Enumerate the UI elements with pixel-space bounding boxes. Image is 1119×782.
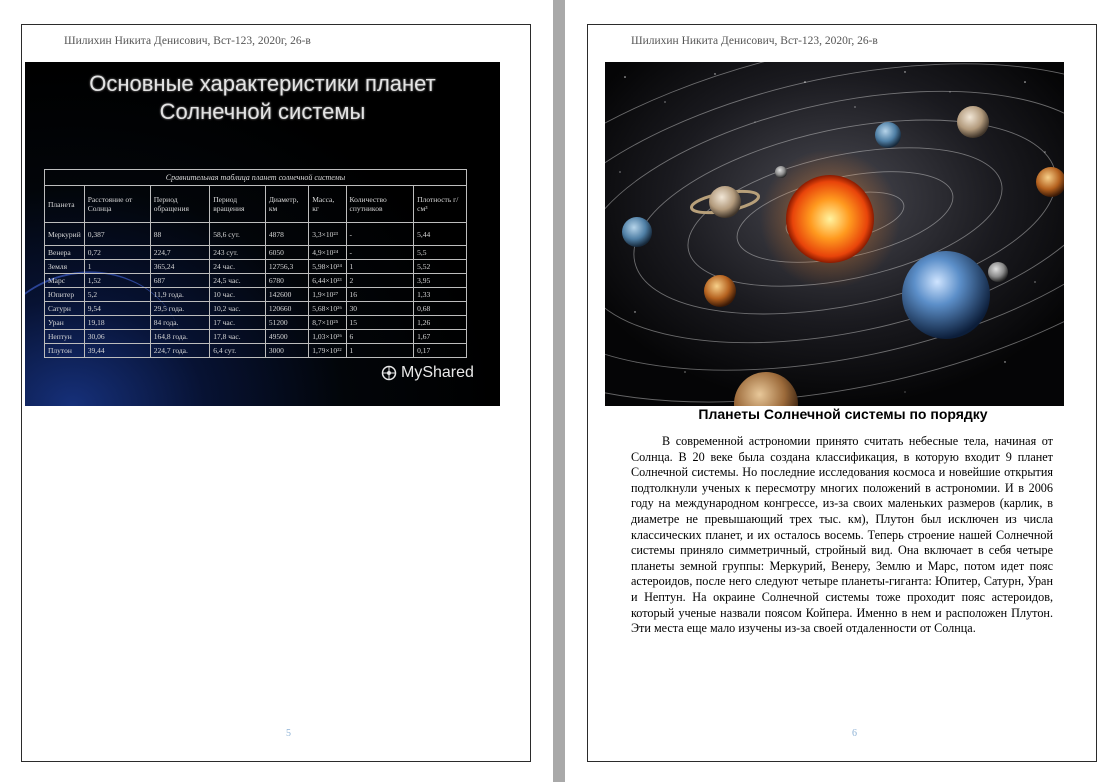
table-row bbox=[45, 302, 467, 316]
table-cell: 39,44 bbox=[84, 344, 150, 358]
table-cell: 11,9 года. bbox=[150, 288, 210, 302]
table-cell: 1,79×10²² bbox=[309, 344, 346, 358]
table-cell: 1,52 bbox=[84, 274, 150, 288]
table-column-header: Планета bbox=[45, 186, 85, 223]
table-row bbox=[45, 316, 467, 330]
page-header: Шилихин Никита Денисович, Вст-123, 2020г, 26-в bbox=[64, 35, 311, 47]
table-cell: 1,67 bbox=[414, 330, 467, 344]
section-title: Планеты Солнечной системы по порядку bbox=[698, 406, 988, 422]
table-row bbox=[45, 344, 467, 358]
table-cell: 29,5 года. bbox=[150, 302, 210, 316]
table-cell: 1,33 bbox=[414, 288, 467, 302]
table-column-header: Диаметр, км bbox=[265, 186, 308, 223]
page-header: Шилихин Никита Денисович, Вст-123, 2020г, 26-в bbox=[631, 35, 878, 47]
table-cell: 1 bbox=[346, 344, 414, 358]
table-cell: 19,18 bbox=[84, 316, 150, 330]
body-paragraph: В современной астрономии принято считать небесные тела, начиная от Солнца. В 20 веке была создана классификация, в которую входит 9 планет Солнечной системы. Но последние исследования космоса и новейшие открытия подтолкнули ученых к пересмотру многих положений в астрономии. И в 2006 году на международном конгрессе, из-за своих маленьких размеров (карлик, в диаметре не превышающий трех тыс. км), Плутон был исключен из числа классических планет, и их осталось восемь. Теперь строение нашей Солнечной системы приняло симметричный, стройный вид. Она включает в себя четыре планеты земной группы: Меркурий, Венеру, Землю и Марс, потом идет пояс астероидов, после него следуют четыре планеты-гиганта: Юпитер, Сатурн, Уран и Нептун. На окраине Солнечной системы тоже проходит пояс астероидов, который ученые назвали поясом Койпера. Именно в нем и расположен Плутон. Эти места еще мало изучены из-за своей отдаленности от Солнца. bbox=[631, 434, 1053, 636]
table-cell: 1 bbox=[84, 260, 150, 274]
table-cell: 6,44×10²³ bbox=[309, 274, 346, 288]
table-cell: 24 час. bbox=[210, 260, 266, 274]
table-cell: 3,3×10²³ bbox=[309, 223, 346, 246]
table-cell: Марс bbox=[45, 274, 85, 288]
table-cell: 10,2 час. bbox=[210, 302, 266, 316]
table-cell: Сатурн bbox=[45, 302, 85, 316]
table-cell: Земля bbox=[45, 260, 85, 274]
table-cell: 17,8 час. bbox=[210, 330, 266, 344]
table-cell: 164,8 года. bbox=[150, 330, 210, 344]
watermark bbox=[381, 364, 474, 382]
table-cell: 0,72 bbox=[84, 246, 150, 260]
table-row bbox=[45, 288, 467, 302]
table-cell: 3,95 bbox=[414, 274, 467, 288]
table-cell: 88 bbox=[150, 223, 210, 246]
table-cell: 224,7 bbox=[150, 246, 210, 260]
table-cell: 12756,3 bbox=[265, 260, 308, 274]
page-number: 6 bbox=[852, 728, 857, 739]
table-cell: Уран bbox=[45, 316, 85, 330]
table-cell: 17 час. bbox=[210, 316, 266, 330]
table-cell: Нептун bbox=[45, 330, 85, 344]
page-divider bbox=[553, 0, 565, 782]
table-cell: 84 года. bbox=[150, 316, 210, 330]
table-column-header: Расстояние от Солнца bbox=[84, 186, 150, 223]
table-cell: 24,5 час. bbox=[210, 274, 266, 288]
table-cell: 10 час. bbox=[210, 288, 266, 302]
table-cell: 1 bbox=[346, 260, 414, 274]
table-column-header: Период вращения bbox=[210, 186, 266, 223]
table-body bbox=[45, 223, 467, 358]
table-cell: 30 bbox=[346, 302, 414, 316]
table-cell: 8,7×10²⁵ bbox=[309, 316, 346, 330]
table-header-row bbox=[45, 186, 467, 223]
table-cell: 49500 bbox=[265, 330, 308, 344]
document-page-6 bbox=[587, 24, 1097, 762]
table-cell: 2 bbox=[346, 274, 414, 288]
solar-system-illustration bbox=[605, 62, 1064, 406]
planet-comparison-table bbox=[44, 169, 467, 358]
table-cell: 0,387 bbox=[84, 223, 150, 246]
table-cell: 6050 bbox=[265, 246, 308, 260]
table-cell: 6780 bbox=[265, 274, 308, 288]
table-cell: 15 bbox=[346, 316, 414, 330]
table-row bbox=[45, 330, 467, 344]
table-cell: 16 bbox=[346, 288, 414, 302]
table-cell: 30,06 bbox=[84, 330, 150, 344]
table-cell: 142600 bbox=[265, 288, 308, 302]
table-cell: 1,03×10²⁶ bbox=[309, 330, 346, 344]
table-column-header: Количество спутников bbox=[346, 186, 414, 223]
table-cell: 5,98×10²⁴ bbox=[309, 260, 346, 274]
table-cell: 51200 bbox=[265, 316, 308, 330]
table-cell: 4878 bbox=[265, 223, 308, 246]
table-caption: Сравнительная таблица планет солнечной системы bbox=[44, 169, 467, 185]
table-cell: 3000 bbox=[265, 344, 308, 358]
table-row bbox=[45, 246, 467, 260]
table-cell: Венера bbox=[45, 246, 85, 260]
table-cell: 0,68 bbox=[414, 302, 467, 316]
slide-image bbox=[25, 62, 500, 406]
table-column-header: Период обращения bbox=[150, 186, 210, 223]
table-cell: Плутон bbox=[45, 344, 85, 358]
table-row bbox=[45, 223, 467, 246]
table-cell: - bbox=[346, 223, 414, 246]
table-row bbox=[45, 274, 467, 288]
table-cell: 243 сут. bbox=[210, 246, 266, 260]
table-cell: 5,52 bbox=[414, 260, 467, 274]
table-cell: 5,2 bbox=[84, 288, 150, 302]
slide-title-line-2: Солнечной системы bbox=[159, 99, 366, 124]
watermark-text: MyShared bbox=[401, 364, 474, 381]
page-number: 5 bbox=[286, 728, 291, 739]
table-cell: 58,6 сут. bbox=[210, 223, 266, 246]
table-cell: 1,26 bbox=[414, 316, 467, 330]
table-cell: Юпитер bbox=[45, 288, 85, 302]
table-cell: 5,5 bbox=[414, 246, 467, 260]
table-cell: 120660 bbox=[265, 302, 308, 316]
table-cell: - bbox=[346, 246, 414, 260]
table-cell: 5,44 bbox=[414, 223, 467, 246]
table-cell: 687 bbox=[150, 274, 210, 288]
table-column-header: Плотность г/см³ bbox=[414, 186, 467, 223]
document-page-5 bbox=[21, 24, 531, 762]
table-cell: 9,54 bbox=[84, 302, 150, 316]
table-cell: 6,4 сут. bbox=[210, 344, 266, 358]
table-cell: 4,9×10²⁴ bbox=[309, 246, 346, 260]
slide-title bbox=[25, 70, 500, 126]
solar-system-image bbox=[605, 62, 1064, 406]
table-cell: 1,9×10²⁷ bbox=[309, 288, 346, 302]
table-cell: Меркурий bbox=[45, 223, 85, 246]
table-cell: 6 bbox=[346, 330, 414, 344]
myshared-logo-icon bbox=[381, 365, 397, 381]
table-cell: 5,68×10²⁶ bbox=[309, 302, 346, 316]
table-column-header: Масса, кг bbox=[309, 186, 346, 223]
slide-title-line-1: Основные характеристики планет bbox=[89, 71, 436, 96]
table-cell: 224,7 года. bbox=[150, 344, 210, 358]
table-cell: 365,24 bbox=[150, 260, 210, 274]
table-row bbox=[45, 260, 467, 274]
table-cell: 0,17 bbox=[414, 344, 467, 358]
